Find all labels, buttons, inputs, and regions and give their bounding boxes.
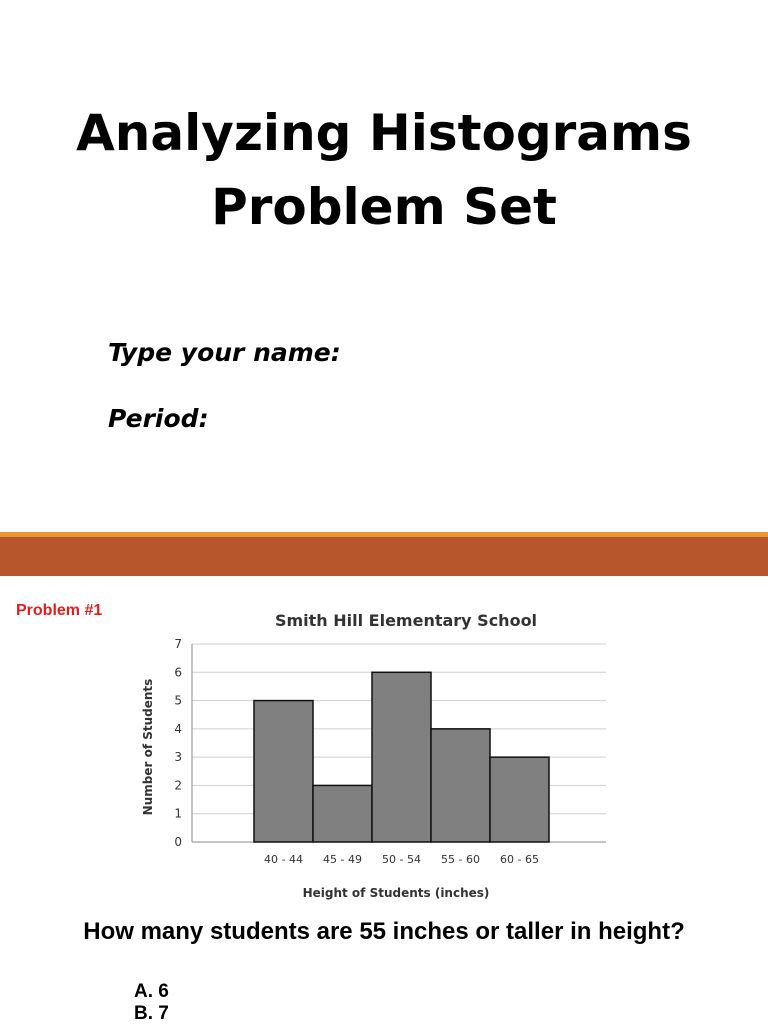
histogram-bar <box>372 672 431 842</box>
question-text: How many students are 55 inches or taller in height? <box>83 918 685 945</box>
histogram-bar <box>431 729 490 842</box>
chart-title: Smith Hill Elementary School <box>274 611 538 630</box>
answer-choice[interactable]: A. 6 <box>134 981 169 1002</box>
y-tick-label: 3 <box>174 750 182 765</box>
x-tick-label: 60 - 65 <box>500 853 539 866</box>
y-axis-label: Number of Students <box>141 678 155 816</box>
y-tick-label: 0 <box>174 835 182 849</box>
y-tick-label: 4 <box>174 721 182 736</box>
histogram-bar <box>490 757 549 842</box>
x-tick-label: 55 - 60 <box>441 853 480 866</box>
x-tick-label: 50 - 54 <box>382 853 421 866</box>
x-tick-labels <box>264 853 539 866</box>
slide-title <box>0 96 768 244</box>
y-tick-label: 7 <box>174 637 182 651</box>
histogram-chart <box>0 576 768 916</box>
chart-bars <box>254 672 549 842</box>
x-tick-label: 40 - 44 <box>264 853 303 866</box>
problem-label: Problem #1 <box>16 602 103 619</box>
name-label: Type your name: <box>108 338 341 367</box>
y-tick-label: 6 <box>174 665 182 680</box>
x-axis-label: Height of Students (inches) <box>302 886 490 900</box>
y-tick-labels <box>174 637 182 849</box>
y-tick-label: 1 <box>174 806 182 821</box>
title-line-1: Analyzing Histograms <box>76 104 692 162</box>
y-tick-label: 2 <box>174 778 182 793</box>
slide-divider-bar <box>0 537 768 576</box>
problem-slide <box>0 576 768 1024</box>
answer-choices <box>134 981 169 1025</box>
period-label: Period: <box>108 404 209 433</box>
x-tick-label: 45 - 49 <box>323 853 362 866</box>
title-line-2: Problem Set <box>211 178 557 236</box>
y-tick-label: 5 <box>174 693 182 708</box>
answer-choice[interactable]: B. 7 <box>134 1003 169 1024</box>
histogram-bar <box>254 701 313 842</box>
histogram-bar <box>313 785 372 842</box>
